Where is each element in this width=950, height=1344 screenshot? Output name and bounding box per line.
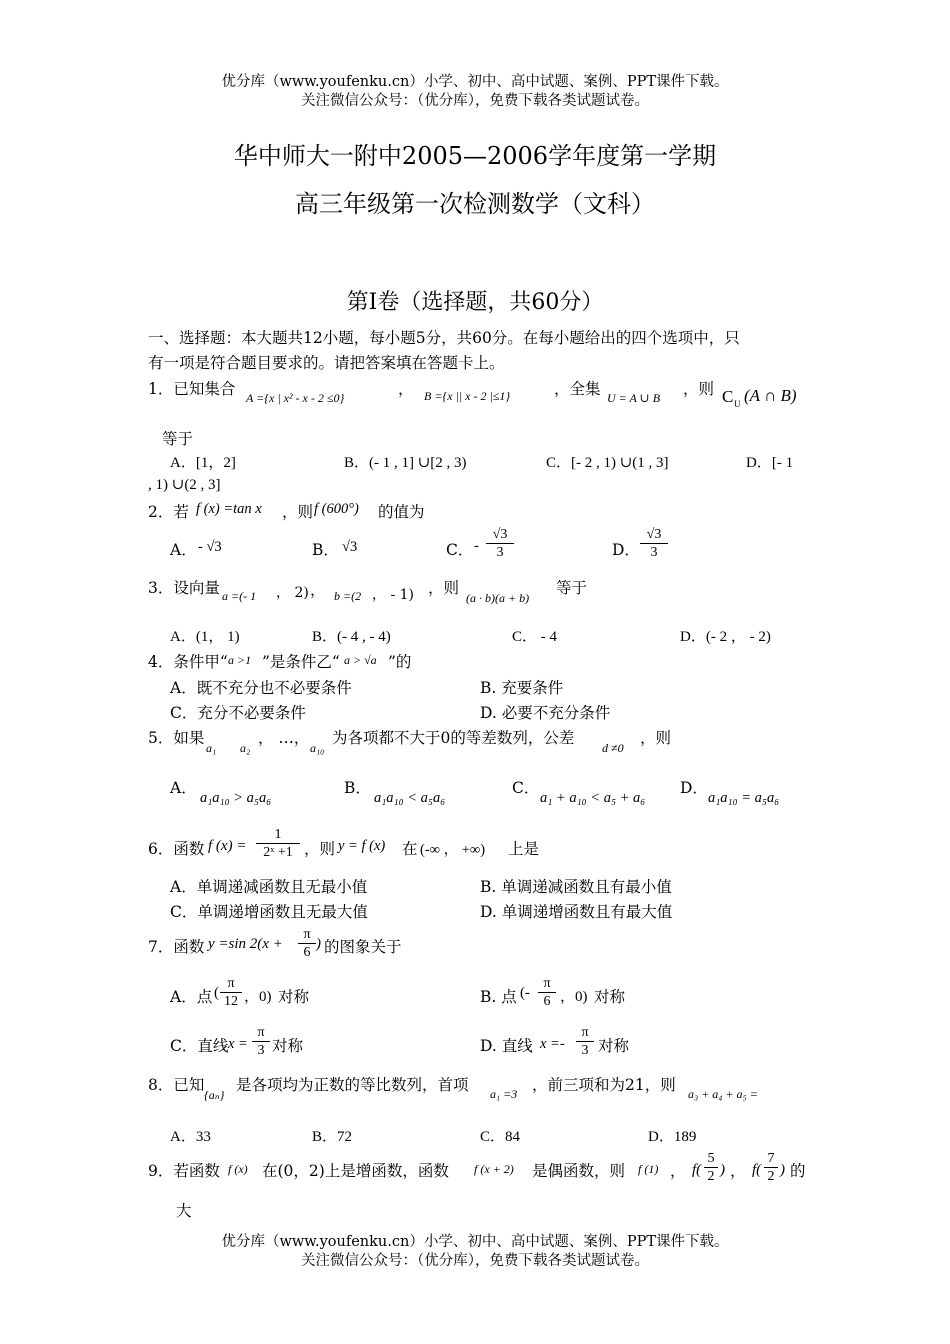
q3-vector-b-end: ， - 1) bbox=[372, 587, 414, 603]
q7-option-c-fraction bbox=[252, 1024, 270, 1059]
exam-title: 华中师大一附中2005—2006学年度第一学期 bbox=[233, 142, 717, 170]
q4-option-d[interactable]: D. 必要不充分条件 bbox=[480, 704, 611, 722]
q9-stem-cont: 大 bbox=[176, 1202, 192, 1220]
q5-term-a2: a₂ bbox=[240, 741, 251, 755]
q9-numerator-2: 7 bbox=[764, 1150, 778, 1168]
q7-option-b-label[interactable]: B. 点 bbox=[480, 988, 517, 1006]
q5-term-a1: a₁ bbox=[206, 741, 217, 755]
q1-option-a[interactable]: A．[1，2] bbox=[170, 455, 236, 471]
q7-fraction bbox=[298, 926, 316, 961]
instructions-line-2: 有一项是符合题目要求的。请把答案填在答题卡上。 bbox=[148, 354, 505, 372]
q9-denominator-2: 2 bbox=[767, 1169, 775, 1184]
q5-stem-end: ，则 bbox=[640, 729, 672, 747]
q7-a-denominator: 12 bbox=[224, 994, 238, 1009]
q5-ellipsis: ， …， bbox=[258, 729, 310, 747]
q8-sequence: {aₙ} bbox=[204, 1088, 225, 1102]
q4-stem-mid: ”是条件乙“ bbox=[262, 653, 340, 671]
q6-then: ，则 bbox=[304, 840, 336, 858]
q3-stem-start: 3．设向量 bbox=[148, 579, 220, 597]
q2-d-denominator: 3 bbox=[650, 545, 658, 560]
q5-option-a-label[interactable]: A． bbox=[170, 779, 197, 797]
q7-d-numerator: π bbox=[576, 1024, 594, 1042]
q2-option-c-sign: - bbox=[474, 538, 479, 554]
q9-f-open-1: f( bbox=[692, 1162, 702, 1178]
q7-option-c-x: x = bbox=[228, 1036, 248, 1052]
q8-option-d[interactable]: D．189 bbox=[648, 1129, 697, 1145]
q4-condition-b: a > √a bbox=[344, 653, 377, 667]
q4-option-b[interactable]: B. 充要条件 bbox=[480, 679, 564, 697]
q9-shifted-function: f (x + 2) bbox=[474, 1162, 514, 1176]
q3-comma: ， bbox=[310, 581, 326, 599]
q5-term-a10: a₁₀ bbox=[310, 741, 325, 755]
q8-option-b[interactable]: B．72 bbox=[312, 1129, 353, 1145]
q1-option-d-cont: , 1) ∪(2 , 3] bbox=[148, 477, 221, 493]
q1-comma: ， bbox=[398, 380, 414, 398]
q2-option-a-value: - √3 bbox=[198, 539, 222, 555]
q2-value-expr: f (600°) bbox=[314, 501, 359, 517]
q9-denominator-1: 2 bbox=[707, 1169, 715, 1184]
section-title: 第Ⅰ卷（选择题，共60分） bbox=[346, 290, 604, 315]
q8-sum-expression: a₃ + a₄ + a₅ = bbox=[688, 1087, 758, 1101]
q7-b-denominator: 6 bbox=[543, 994, 551, 1009]
q8-first-term: a₁ =3 bbox=[490, 1087, 518, 1101]
q2-option-a-label[interactable]: A． bbox=[170, 541, 197, 559]
q7-option-d-x: x =- bbox=[540, 1036, 565, 1052]
q1-complement-sub: U bbox=[734, 399, 741, 409]
q4-stem-end: ”的 bbox=[388, 653, 412, 671]
q7-function: y =sin 2(x + bbox=[208, 936, 283, 952]
q6-option-b[interactable]: B. 单调递减函数且有最小值 bbox=[480, 878, 672, 896]
q1-stem-end: 等于 bbox=[162, 430, 194, 448]
q2-stem-start: 2．若 bbox=[148, 503, 189, 521]
q3-then: ，则 bbox=[428, 579, 460, 597]
q7-c-numerator: π bbox=[252, 1024, 270, 1042]
q6-option-a[interactable]: A．单调递减函数且无最小值 bbox=[170, 878, 368, 896]
q9-f-of-1: f (1) bbox=[638, 1162, 659, 1176]
q6-option-c[interactable]: C．单调递增函数且无最大值 bbox=[170, 903, 368, 921]
q9-comma-2: ， bbox=[730, 1162, 746, 1180]
q9-fraction-2 bbox=[764, 1150, 778, 1185]
q7-option-a-open: ( bbox=[214, 985, 219, 1001]
q8-stem-mid: 是各项均为正数的等比数列，首项 bbox=[236, 1076, 469, 1094]
q1-option-c[interactable]: C．[- 2 , 1) ∪(1 , 3] bbox=[546, 455, 669, 471]
q2-option-d-label[interactable]: D． bbox=[612, 541, 640, 559]
q2-d-numerator: √3 bbox=[640, 526, 668, 544]
q2-then: ，则 bbox=[282, 503, 314, 521]
q7-option-a-fraction bbox=[220, 975, 242, 1010]
q2-option-c-label[interactable]: C． bbox=[446, 541, 474, 559]
q6-stem-end: 上是 bbox=[508, 840, 540, 858]
q7-denominator: 6 bbox=[303, 945, 311, 960]
q1-set-b: B ={x || x - 2 |≤1} bbox=[424, 389, 511, 403]
q5-common-difference: d ≠0 bbox=[602, 741, 624, 755]
q3-option-d[interactable]: D．(- 2 ， - 2) bbox=[680, 629, 771, 645]
q6-interval: (-∞ ， +∞) bbox=[420, 842, 486, 858]
q1-complement: C bbox=[722, 387, 734, 406]
q6-denominator: 2ˣ +1 bbox=[263, 845, 293, 860]
q3-option-c[interactable]: C． - 4 bbox=[512, 629, 558, 645]
q7-option-b-fraction bbox=[538, 975, 556, 1010]
q4-option-c[interactable]: C．充分不必要条件 bbox=[170, 704, 306, 722]
q2-option-b-label[interactable]: B． bbox=[312, 541, 339, 559]
q3-vector-a-end: ， 2) bbox=[276, 585, 309, 601]
q5-option-a-expr: a₁a₁₀ > a₅a₆ bbox=[200, 790, 272, 806]
q9-numerator-1: 5 bbox=[704, 1150, 718, 1168]
q1-complement-arg: (A ∩ B) bbox=[744, 386, 797, 405]
q5-option-d-expr: a₁a₁₀ = a₅a₆ bbox=[708, 790, 780, 806]
q9-f-open-2: f( bbox=[752, 1162, 762, 1178]
q7-option-a-label[interactable]: A．点 bbox=[170, 988, 213, 1006]
q1-then: ，则 bbox=[683, 380, 715, 398]
q9-function: f (x) bbox=[228, 1162, 248, 1176]
q6-numerator: 1 bbox=[256, 826, 300, 844]
q3-vector-a: a =(- 1 bbox=[222, 589, 257, 603]
q5-option-d-label[interactable]: D． bbox=[680, 779, 708, 797]
q7-b-numerator: π bbox=[538, 975, 556, 993]
q7-option-d-fraction bbox=[576, 1024, 594, 1059]
q6-stem-start: 6．函数 bbox=[148, 840, 205, 858]
q7-option-d-tail: 对称 bbox=[598, 1037, 630, 1055]
q4-stem-start: 4．条件甲“ bbox=[148, 653, 228, 671]
q8-stem-mid-2: ，前三项和为21，则 bbox=[532, 1076, 676, 1094]
q1-universe-label: ，全集 bbox=[554, 380, 601, 398]
footer-line-2: 关注微信公众号：（优分库），免费下载各类试题试卷。 bbox=[301, 1253, 649, 1269]
q5-option-c-label[interactable]: C． bbox=[512, 779, 540, 797]
q2-stem-end: 的值为 bbox=[378, 503, 425, 521]
q9-stem-mid-2: 是偶函数，则 bbox=[532, 1162, 626, 1180]
q7-option-d-label[interactable]: D. 直线 bbox=[480, 1037, 533, 1055]
q2-option-b-value: √3 bbox=[342, 539, 358, 555]
q5-stem-start: 5．如果 bbox=[148, 729, 205, 747]
header-line-1: 优分库（www.youfenku.cn）小学、初中、高中试题、案例、PPT课件下载。 bbox=[221, 74, 729, 90]
q8-stem-start: 8．已知 bbox=[148, 1076, 205, 1094]
header-line-2: 关注微信公众号：（优分库），免费下载各类试题试卷。 bbox=[301, 93, 649, 109]
q7-option-b-close: ，0) bbox=[560, 989, 588, 1005]
q3-option-b[interactable]: B．(- 4 , - 4) bbox=[312, 629, 391, 645]
q1-stem-start: 1．已知集合 bbox=[148, 380, 236, 398]
q2-c-denominator: 3 bbox=[496, 545, 504, 560]
q3-vector-b: b =(2 bbox=[334, 589, 362, 603]
q5-option-b-label[interactable]: B． bbox=[344, 779, 371, 797]
q1-option-d[interactable]: D．[- 1 bbox=[746, 455, 794, 471]
q7-option-a-close: ，0) bbox=[244, 989, 272, 1005]
q3-stem-end: 等于 bbox=[556, 579, 588, 597]
q7-close-paren: ) bbox=[316, 936, 321, 952]
q9-f-close-1: ) bbox=[720, 1162, 725, 1178]
q2-function: f (x) =tan x bbox=[196, 501, 262, 517]
q8-option-c[interactable]: C．84 bbox=[480, 1129, 521, 1145]
q2-option-c-fraction bbox=[486, 526, 514, 561]
instructions-line-1: 一、选择题：本大题共12小题，每小题5分，共60分。在每小题给出的四个选项中，只 bbox=[148, 329, 740, 347]
q4-option-a[interactable]: A．既不充分也不必要条件 bbox=[170, 679, 352, 697]
exam-subtitle: 高三年级第一次检测数学（文科） bbox=[295, 190, 655, 218]
q5-stem-mid: 为各项都不大于0的等差数列，公差 bbox=[332, 729, 575, 747]
q4-condition-a: a >1 bbox=[228, 653, 252, 667]
q9-stem-start: 9．若函数 bbox=[148, 1162, 220, 1180]
q7-c-denominator: 3 bbox=[257, 1043, 265, 1058]
q9-comma-1: ， bbox=[670, 1162, 686, 1180]
q7-option-b-open: (- bbox=[520, 985, 530, 1001]
footer-line-1: 优分库（www.youfenku.cn）小学、初中、高中试题、案例、PPT课件下载。 bbox=[221, 1234, 729, 1250]
q6-function-label: f (x) = bbox=[208, 838, 247, 854]
q2-option-d-fraction bbox=[640, 526, 668, 561]
q7-numerator: π bbox=[298, 926, 316, 944]
q7-option-c-tail: 对称 bbox=[272, 1037, 304, 1055]
q1-option-b[interactable]: B．(- 1 , 1] ∪[2 , 3) bbox=[344, 455, 467, 471]
q5-option-c-expr: a₁ + a₁₀ < a₅ + a₆ bbox=[540, 790, 646, 806]
q6-option-d[interactable]: D. 单调递增函数且有最大值 bbox=[480, 903, 673, 921]
q3-expression: (a · b)(a + b) bbox=[466, 591, 530, 605]
q9-f-close-2: ) bbox=[780, 1162, 785, 1178]
q7-stem-end: 的图象关于 bbox=[324, 938, 402, 956]
q7-option-c-label[interactable]: C．直线 bbox=[170, 1037, 229, 1055]
q8-option-a[interactable]: A．33 bbox=[170, 1129, 211, 1145]
q1-set-u: U = A ∪ B bbox=[607, 391, 661, 405]
q7-option-b-tail: 对称 bbox=[594, 988, 626, 1006]
q7-a-numerator: π bbox=[220, 975, 242, 993]
q3-option-a[interactable]: A．(1， 1) bbox=[170, 629, 240, 645]
q7-stem-start: 7．函数 bbox=[148, 938, 205, 956]
q7-option-a-tail: 对称 bbox=[278, 988, 310, 1006]
q9-stem-mid: 在(0，2)上是增函数，函数 bbox=[262, 1162, 449, 1180]
q2-c-numerator: √3 bbox=[486, 526, 514, 544]
q6-expression: y = f (x) bbox=[338, 838, 386, 854]
q1-set-a: A ={x | x² - x - 2 ≤0} bbox=[246, 391, 345, 405]
q5-option-b-expr: a₁a₁₀ < a₅a₆ bbox=[374, 790, 446, 806]
q6-fraction bbox=[256, 826, 300, 861]
q9-fraction-1 bbox=[704, 1150, 718, 1185]
q9-stem-end: 的 bbox=[790, 1162, 806, 1180]
q6-on-label: 在 bbox=[402, 840, 418, 858]
q7-d-denominator: 3 bbox=[581, 1043, 589, 1058]
